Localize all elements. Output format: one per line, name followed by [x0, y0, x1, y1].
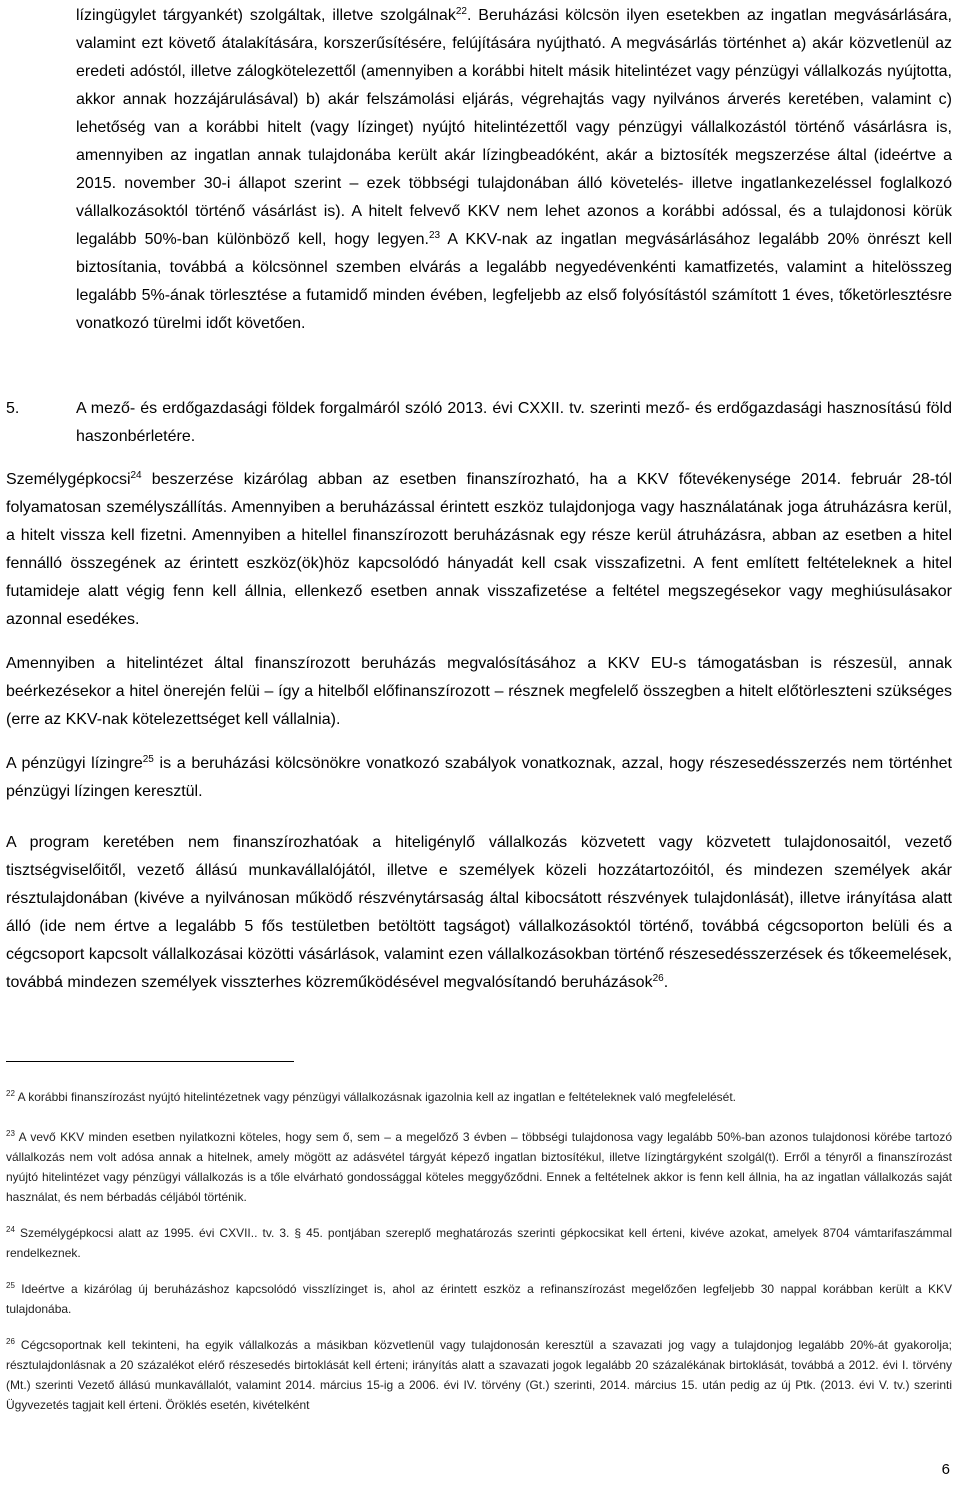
footnote-separator — [6, 1061, 294, 1062]
paragraph-program-kizarasok: A program keretében nem finanszírozhatóak a hiteligénylő vállalkozás közvetett vagy közvetett tulajdonosaitól, vezető tisztségviselőitől, vezető állású munkavállalójától, illetve e személyek közeli hozzátartozóitól, és mindezen személyek akár résztulajdonában (kivéve a nyilvánosan működő részvénytársaság által kibocsátott részvények tulajdonlását), illetve irányítása alatt álló (ide nem értve a legalább 5 fős testületben betöltött tagságot) vállalkozásoktól történő, továbbá cégcsoporton belüli és a cégcsoport kapcsolt vállalkozásai közötti vásárlások, valamint ezen vállalkozásokban történő részesedésszerzések és tőkeemelések, továbbá mindezen személyek visszterhes közreműködésével megvalósítandó beruházások$^{26}$. — [6, 834, 952, 991]
item4-text-1: lízingügylet tárgyankét) szolgáltak, illetve szolgálnak — [76, 7, 456, 24]
footnotes — [6, 1087, 952, 1415]
footnote-ref-23[interactable]: 23 — [429, 230, 441, 241]
footnote-ref-22[interactable]: 22 — [455, 6, 467, 17]
footnote-25: $^{25}$ Ideértve a kizárólag új beruházáshoz kapcsolódó visszlízinget is, ahol az érintett eszköz a refinanszírozást megelőzően legfeljebb 30 nappal korábban került a KKV tulajdonába. — [6, 1281, 952, 1316]
footnote-24: $^{24}$ Személygépkocsi alatt az 1995. évi CXVII.. tv. 3. § 45. pontjában szereplő meghatározás szerinti gépkocsikat kell érteni, kivéve azokat, amelyek 8704 vámtarifaszámmal rendelkeznek. — [6, 1225, 952, 1260]
paragraph-penzugyi-lizing: A pénzügyi lízingre$^{25}$ is a beruházási kölcsönökre vonatkozó szabályok vonatkoznak, azzal, hogy részesedésszerzés nem történhet pénzügyi lízingen keresztül. — [6, 754, 953, 800]
footnote-ref-25[interactable]: 25 — [142, 754, 154, 765]
paragraph-eu-tamogatas: Amennyiben a hitelintézet által finanszírozott beruházás megvalósításához a KKV EU-s támogatásban is részesül, annak beérkezésekor a hitel önerején felüi – így a hitelből előfinanszírozott – résznek megfelelő összegben a hitelt előtörleszteni szükséges (erre az KKV-nak kötelezettséget kell vállalnia). — [6, 655, 952, 728]
footnote-23: $^{23}$ A vevő KKV minden esetben nyilatkozni köteles, hogy sem ő, sem – a megelőző 3 évben – többségi tulajdonosa vagy legalább 50%-ban azonos tulajdonosi körébe tartozó vállalkozás nem volt adósa annak a hitelnek, amely mögött az adásvétel tárgyát képező ingatlan biztosítékul, illetve lízingtárgyként szolgál(t). Erről a tényről a finanszírozást nyújtó hitelintézet vagy pénzügyi vállalkozás is a tőle elvárható gondossággal köteles meggyőződni. Ennek a feltételnek akkor is fenn kell állnia, ha az ingatlan vállalkozás saját használat, és nem bérbadás céljából történik. — [6, 1129, 952, 1204]
paragraph-szemelygepkocsi: Személygépkocsi$^{24}$ beszerzése kizárólag abban az esetben finanszírozható, ha a KKV főtevékenysége 2014. február 28-tól folyamatosan személyszállítás. Amennyiben a beruházással érintett eszköz tulajdonjoga vagy használatának joga átruházásra kerül, a hitelt vissza kell fizetni. Amennyiben a hitellel finanszírozott beruházásnak egy része kerül átruházásra, abban az esetben a hitel fennálló összegének az érintett eszköz(ök)höz kapcsolódó hányadát kell csak visszafizetni. A fent említett feltételeknek a hitel futamideje alatt végig fenn kell állnia, ellenkező esetben annak visszafizetése a feltétel megszegésekor vagy meghiúsulásakor azonnal esedékes. — [6, 470, 952, 628]
list-item-4-continuation — [76, 2, 952, 338]
footnote-ref-24[interactable]: 24 — [130, 470, 142, 481]
footnote-ref-26[interactable]: 26 — [652, 973, 664, 984]
list-item-5-text: A mező- és erdőgazdasági földek forgalmáról szóló 2013. évi CXXII. tv. szerinti mező- és erdőgazdasági hasznosítású föld haszonbérletére. — [76, 400, 952, 445]
page-number: 6 — [941, 1461, 950, 1478]
footnote-26: $^{26}$ Cégcsoportnak kell tekinteni, ha egyik vállalkozás a másikban közvetlenül vagy tulajdonosán keresztül a szavazati jog vagy a tulajdonjog legalább 20%-át gyakorolja; résztulajdonlásnak a 20 százalékot elérő részesedés birtoklását kell érteni; irányítás alatt a szavazati jogok legalább 20 százalékának birtoklását, továbbá a 2012. évi I. törvény (Mt.) szerinti Vezető állású munkavállalót, valamint 2014. március 15-ig a 2006. évi IV. törvény (Gt.) szerinti, 2014. március 15. után pedig az új Ptk. (2013. évi V. tv.) szerinti Ügyvezetés tagjait kell érteni. Öröklés esetén, kivételként — [6, 1337, 952, 1412]
item4-text-2: . Beruházási kölcsön ilyen esetekben az ingatlan megvásárlására, valamint ezt követő átalakítására, korszerűsítésére, felújítására nyújtható. A megvásárlás történhet a) akár közvetlenül az eredeti adóstól, illetve zálogkötelezettől (amennyiben a korábbi hitelt másik hitelintézet vagy pénzügyi vállalkozás nyújtotta, akkor annak hozzájárulásával) b) akár felszámolási eljárás, végrehajtás vagy nyilvános árverés keretében, valamint c) lehetőség van a korábbi hitelt (vagy lízinget) nyújtó hitelintézettől vagy pénzügyi vállalkozástól történő vásárlásra is, amennyiben az ingatlan annak tulajdonába került akár lízingbeadóként, akár a biztosíték megszerzése által (ideértve a 2015. november 30-i állapot szerint – ezek többségi tulajdonában álló követelés- illetve ingatlankezeléssel foglalkozó vállalkozásoktól történő vásárlást is). A hitelt felvevő KKV nem lehet azonos a korábbi adóssal, és a tulajdonosi körük legalább 50%-ban különböző kell, hogy legyen. — [76, 7, 953, 248]
item4-text-3: A KKV-nak az ingatlan megvásárlásához legalább 20% önrészt kell biztosítania, továbbá a kölcsönnel szemben elvárás a legalább negyedévenkénti kamatfizetés, valamint a hitelösszeg legalább 5%-ának törlesztése a futamidő minden évében, legfeljebb az első folyósítástól számított 1 éves, tőketörlesztésre vonatkozó türelmi időt követően. — [76, 231, 952, 332]
list-item-5-number: 5. — [6, 400, 20, 417]
list-item-5 — [6, 395, 952, 451]
footnote-22: $^{22}$ A korábbi finanszírozást nyújtó hitelintézetnek vagy pénzügyi vállalkozásnak igazolnia kell az ingatlan e feltételeknek való megfelelését. — [6, 1089, 737, 1104]
